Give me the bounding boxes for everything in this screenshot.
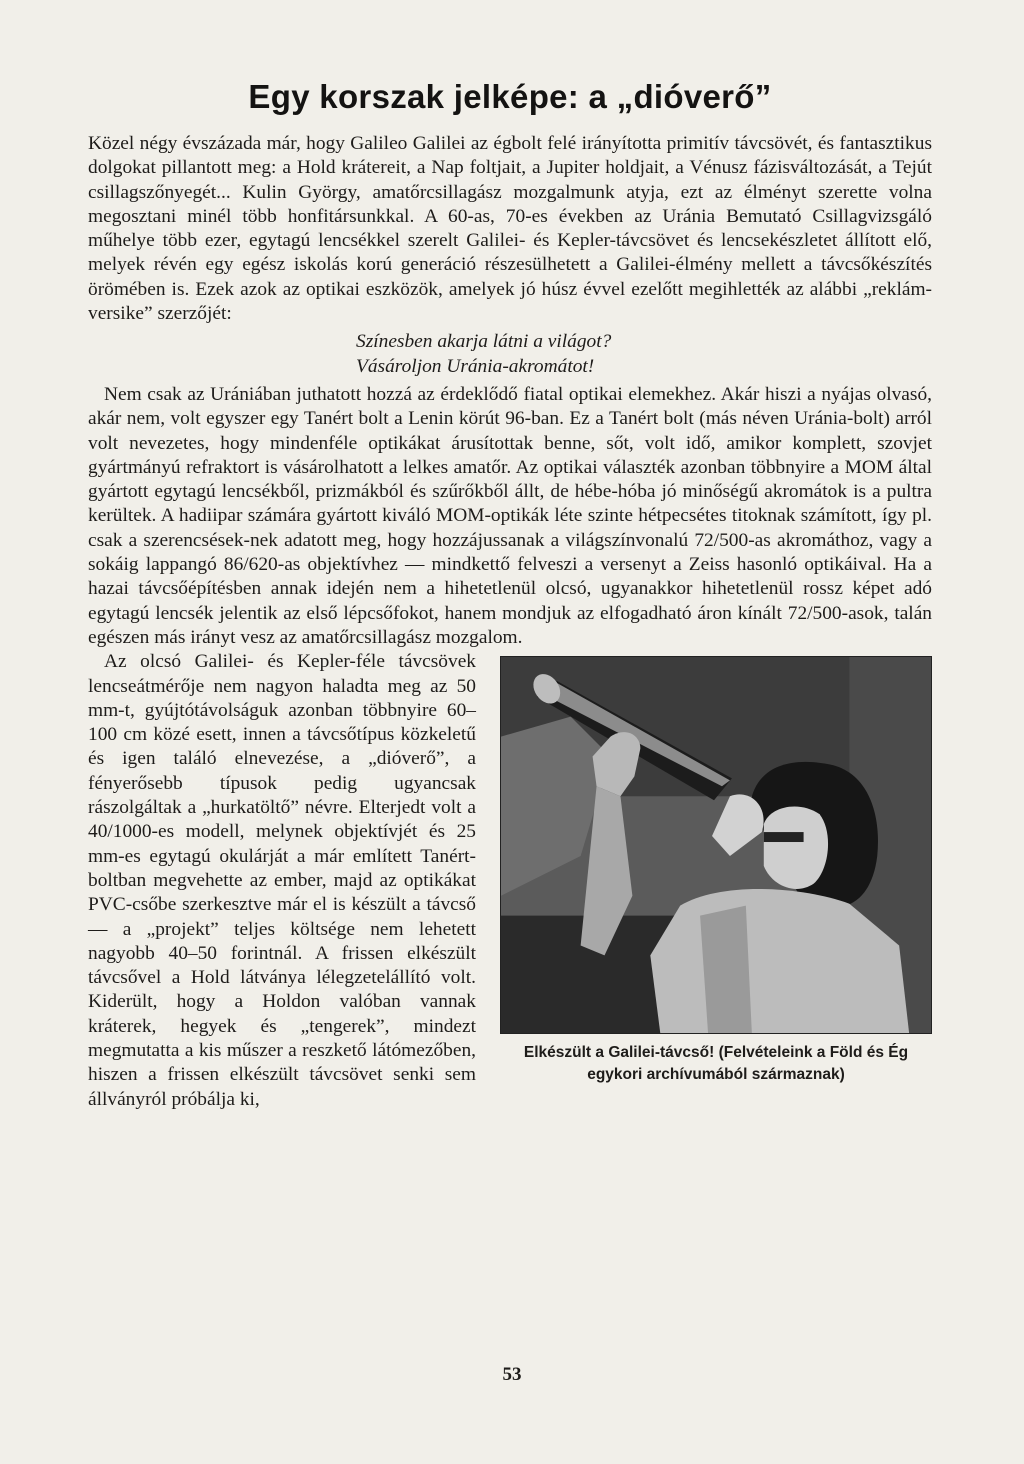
- page-number: 53: [502, 1364, 522, 1385]
- verse-line: Színesben akarja látni a világot?: [356, 331, 612, 353]
- archive-photo-person-with-telescope: [500, 656, 932, 1034]
- paragraph-tanert-shop: Nem csak az Urániában juthatott hozzá az érdeklődő fiatal optikai elemekhez. Akár hiszi a nyájas olvasó, akár nem, volt egyszer egy Tanért bolt a Lenin körút 96-ban. Ez a Tanért bolt (más néven Uránia-bolt) arról volt nevezetes, hogy mindenféle optikákat árusítottak benne, sőt, volt idő, amikor komplett, szovjet gyártmányú refraktort is vásárolhatott a lelkes amatőr. Az optikai választék azonban többnyire a MOM által gyártott egytagú lencsékből, prizmákból és szűrőkből állt, de hébe-hóba jó minőségű akromátok is a pultra kerültek. A hadiipar számára gyártott kiváló MOM-optikák léte szinte hétpecsétes titoknak számított, így pl. csak a szerencsések-nek adatott meg, hogy hozzájussanak a világszínvonalú 72/500-as akromáthoz, vagy a sokáig lappangó 86/620-as objektívhez — mindkettő felveszi a versenyt a Zeiss hasonló optikáival. Ha a hazai távcsőépítésben annak idején nem a hihetetlenül olcsó, ugyanakkor hihetetlenül rossz képet adó egytagú lencsék jelentik az első lépcsőfokot, hanem mondjuk az elfogadható áron kínált 72/500-asok, talán egészen más irányt vesz az amatőrcsillagász mozgalom.: [88, 383, 932, 648]
- verse-line: Vásároljon Uránia-akromátot!: [356, 355, 595, 377]
- photo-caption: Elkészült a Galilei-távcső! (Felvételeink a Föld és Ég egykori archívumából származnak): [523, 1044, 909, 1084]
- paragraph-dioraero: Az olcsó Galilei- és Kepler-féle távcsövek lencseátmérője nem nagyon haladta meg az 50 mm-t, gyújtótávolságuk azonban többnyire 60–100 cm közé esett, innen a távcsőtípus közkeletű és igen találó elnevezése, a „dióverő”, a fényerősebb típusok pedig ugyancsak rászolgáltak a „hurkatöltő” névre. Elterjedt volt a 40/1000-es modell, melynek objektívjét és 25 mm-es egytagú okulárját a már említett Tanért-boltban megvehette az ember, majd az optikákat PVC-csőbe szerkesztve már el is készült a távcső — a „projekt” teljes költsége nem lehetett nagyobb 40–50 forintnál. A frissen elkészült távcsővel a Hold látványa lélegzetelállító volt. Kiderült, hogy a Holdon valóban vannak kráterek, hegyek és „tengerek”, mindezt megmutatta a kis műszer a reszkető látómezőben, hiszen a frissen elkészült távcsövet senki sem állványról próbálja ki,: [88, 651, 476, 1110]
- photo-figure: [500, 656, 932, 1086]
- advertising-verse: [356, 330, 932, 379]
- paragraph-intro: Közel négy évszázada már, hogy Galileo Galilei az égbolt felé irányította primitív távcsövét, és fantasztikus dolgokat pillantott meg: a Hold krátereit, a Nap foltjait, a Jupiter holdjait, a Vénusz fázisváltozását, a Tejút csillagszőnyegét... Kulin György, amatőrcsillagász mozgalmunk atyja, ezt az élményt szerette volna megosztani minél több honfitársunkkal. A 60-as, 70-es években az Uránia Bemutató Csillagvizsgáló műhelye több ezer, egytagú lencsékkel szerelt Galilei- és Kepler-távcsövet és lencsekészletet állított elő, melyek révén egy egész iskolás korú generáció részesülhetett a Galilei-élmény mellett a távcsőkészítés örömében is. Ezek azok az optikai eszközök, amelyek jó húsz évvel ezelőtt megihlették az alábbi „reklám-versike” szerzőjét:: [88, 133, 932, 325]
- article-title: Egy korszak jelképe: a „dióverő”: [248, 78, 772, 115]
